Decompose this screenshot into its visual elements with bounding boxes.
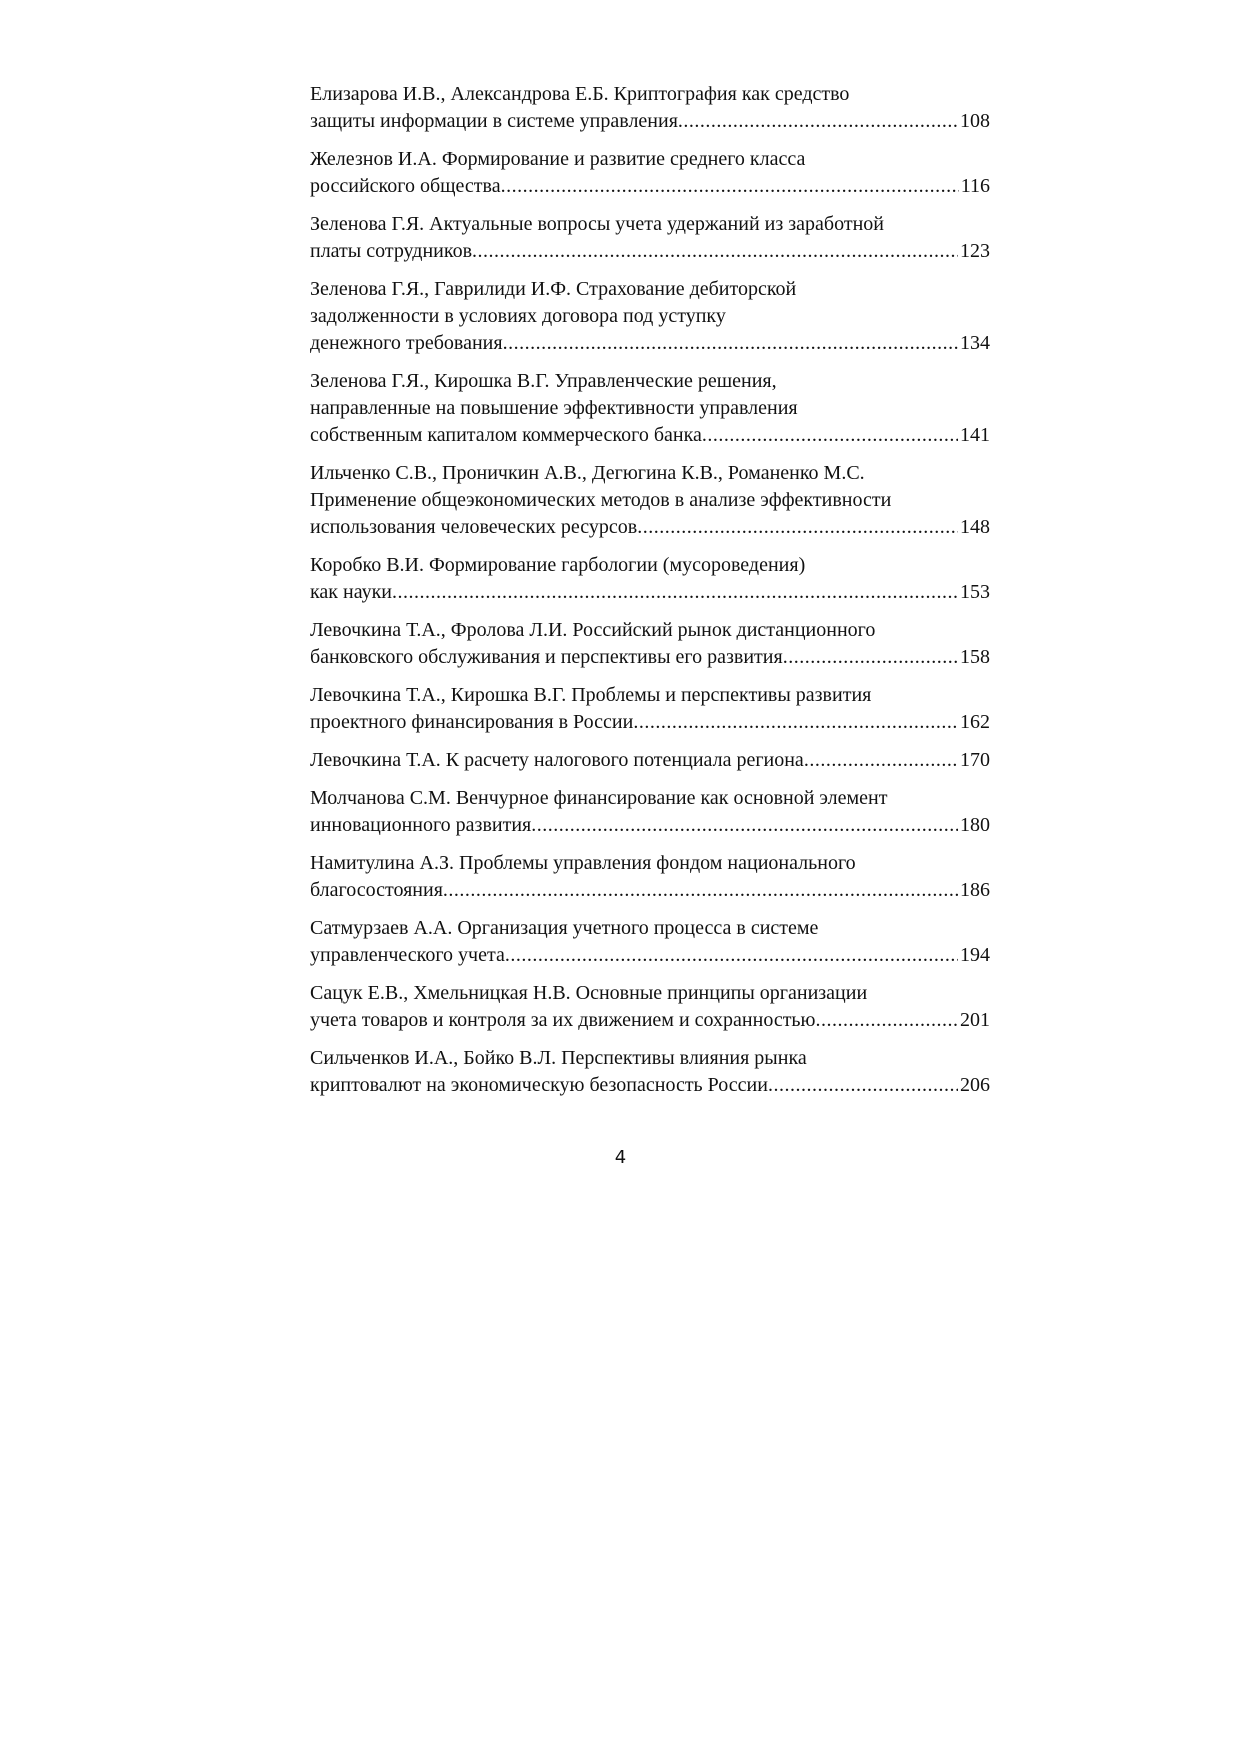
toc-entry-line: Елизарова И.В., Александрова Е.Б. Криптография как средство	[310, 83, 850, 105]
toc-entry-line: использования человеческих ресурсов	[310, 516, 638, 538]
dot-leader	[702, 422, 958, 449]
toc-entry-line: защиты информации в системе управления	[310, 110, 678, 132]
toc-entry-line: российского общества	[310, 175, 501, 197]
toc-page-number: 170	[960, 749, 990, 771]
toc-entry-last-line	[310, 238, 990, 265]
toc-entry-last-line	[310, 330, 990, 357]
toc-entry	[310, 276, 990, 357]
toc-entry-last-line	[310, 747, 990, 774]
toc-entry-last-line	[310, 579, 990, 606]
toc-entry	[310, 980, 990, 1034]
toc-entry-line: Намитулина А.З. Проблемы управления фондом национального	[310, 852, 856, 874]
dot-leader	[768, 1072, 958, 1099]
toc-entry-line: Сильченков И.А., Бойко В.Л. Перспективы влияния рынка	[310, 1047, 807, 1069]
toc-entry-line: Железнов И.А. Формирование и развитие среднего класса	[310, 148, 806, 170]
dot-leader	[505, 942, 958, 969]
toc-entry-line: Молчанова С.М. Венчурное финансирование как основной элемент	[310, 787, 888, 809]
dot-leader	[392, 579, 958, 606]
toc-entry-line: благосостояния	[310, 879, 443, 901]
toc-entry-line: Зеленова Г.Я., Кирошка В.Г. Управленческие решения,	[310, 370, 777, 392]
toc-entry	[310, 785, 990, 839]
toc-entry-line: Коробко В.И. Формирование гарбологии (мусороведения)	[310, 554, 806, 576]
toc-page-number: 148	[960, 516, 990, 538]
toc-entry-line: банковского обслуживания и перспективы его развития	[310, 646, 783, 668]
toc-entry-last-line	[310, 173, 990, 200]
toc-page-number: 194	[960, 944, 990, 966]
toc-entry-line: управленческого учета	[310, 944, 505, 966]
toc-entry-line: криптовалют на экономическую безопасность России	[310, 1074, 768, 1096]
toc-entry	[310, 368, 990, 449]
toc-entry-last-line	[310, 1072, 990, 1099]
toc-entry	[310, 211, 990, 265]
toc-entry-line: денежного требования	[310, 332, 503, 354]
toc-entry-line: проектного финансирования в России	[310, 711, 634, 733]
dot-leader	[783, 644, 958, 671]
toc-page-number: 141	[960, 424, 990, 446]
toc-entry-last-line	[310, 877, 990, 904]
toc-entry-last-line	[310, 1007, 990, 1034]
toc-entry-last-line	[310, 422, 990, 449]
dot-leader	[503, 330, 958, 357]
dot-leader	[804, 747, 958, 774]
toc-entry	[310, 747, 990, 774]
dot-leader	[472, 238, 958, 265]
toc-entry	[310, 81, 990, 135]
toc-page-number: 123	[960, 240, 990, 262]
toc-page-number: 153	[960, 581, 990, 603]
toc-entry-line: Левочкина Т.А., Фролова Л.И. Российский рынок дистанционного	[310, 619, 876, 641]
toc-page-number: 186	[960, 879, 990, 901]
toc-page-number: 116	[960, 175, 990, 197]
toc-entry	[310, 850, 990, 904]
dot-leader	[531, 812, 958, 839]
toc-entry-line: задолженности в условиях договора под уступку	[310, 305, 726, 327]
dot-leader	[443, 877, 958, 904]
toc-entry-line: направленные на повышение эффективности управления	[310, 397, 798, 419]
toc-entry-line: собственным капиталом коммерческого банка	[310, 424, 702, 446]
toc-entry-line: учета товаров и контроля за их движением и сохранностью	[310, 1009, 816, 1031]
toc-entry	[310, 460, 990, 541]
dot-leader	[816, 1007, 959, 1034]
toc-page-number: 201	[960, 1009, 990, 1031]
toc-entry	[310, 617, 990, 671]
toc-page-number: 206	[960, 1074, 990, 1096]
toc-entry	[310, 1045, 990, 1099]
toc-page-number: 158	[960, 646, 990, 668]
toc-page-number: 108	[960, 110, 990, 132]
toc-entry	[310, 146, 990, 200]
toc-entry-last-line	[310, 709, 990, 736]
dot-leader	[678, 108, 958, 135]
toc-page-number: 180	[960, 814, 990, 836]
toc-entry	[310, 682, 990, 736]
toc-page-number: 134	[960, 332, 990, 354]
table-of-contents	[310, 81, 990, 1110]
toc-entry-line: Ильченко С.В., Проничкин А.В., Дегюгина К.В., Романенко М.С.	[310, 462, 865, 484]
toc-entry-line: Применение общеэкономических методов в анализе эффективности	[310, 489, 892, 511]
dot-leader	[501, 173, 959, 200]
toc-entry-line: Зеленова Г.Я., Гаврилиди И.Ф. Страхование дебиторской	[310, 278, 797, 300]
toc-entry-line: Сатмурзаев А.А. Организация учетного процесса в системе	[310, 917, 819, 939]
dot-leader	[633, 709, 958, 736]
toc-entry-line: Сацук Е.В., Хмельницкая Н.В. Основные принципы организации	[310, 982, 868, 1004]
page-number: 4	[614, 1147, 627, 1168]
toc-entry-line: платы сотрудников	[310, 240, 473, 262]
toc-entry-line: инновационного развития	[310, 814, 532, 836]
toc-entry-last-line	[310, 108, 990, 135]
toc-entry	[310, 552, 990, 606]
dot-leader	[637, 514, 958, 541]
toc-entry-last-line	[310, 942, 990, 969]
toc-entry-line: Левочкина Т.А., Кирошка В.Г. Проблемы и перспективы развития	[310, 684, 872, 706]
toc-entry-last-line	[310, 514, 990, 541]
toc-page-number: 162	[960, 711, 990, 733]
toc-entry	[310, 915, 990, 969]
toc-entry-line: Зеленова Г.Я. Актуальные вопросы учета удержаний из заработной	[310, 213, 884, 235]
toc-entry-last-line	[310, 812, 990, 839]
toc-entry-line: как науки	[310, 581, 392, 603]
toc-entry-last-line	[310, 644, 990, 671]
toc-entry-line: Левочкина Т.А. К расчету налогового потенциала региона	[310, 749, 804, 771]
